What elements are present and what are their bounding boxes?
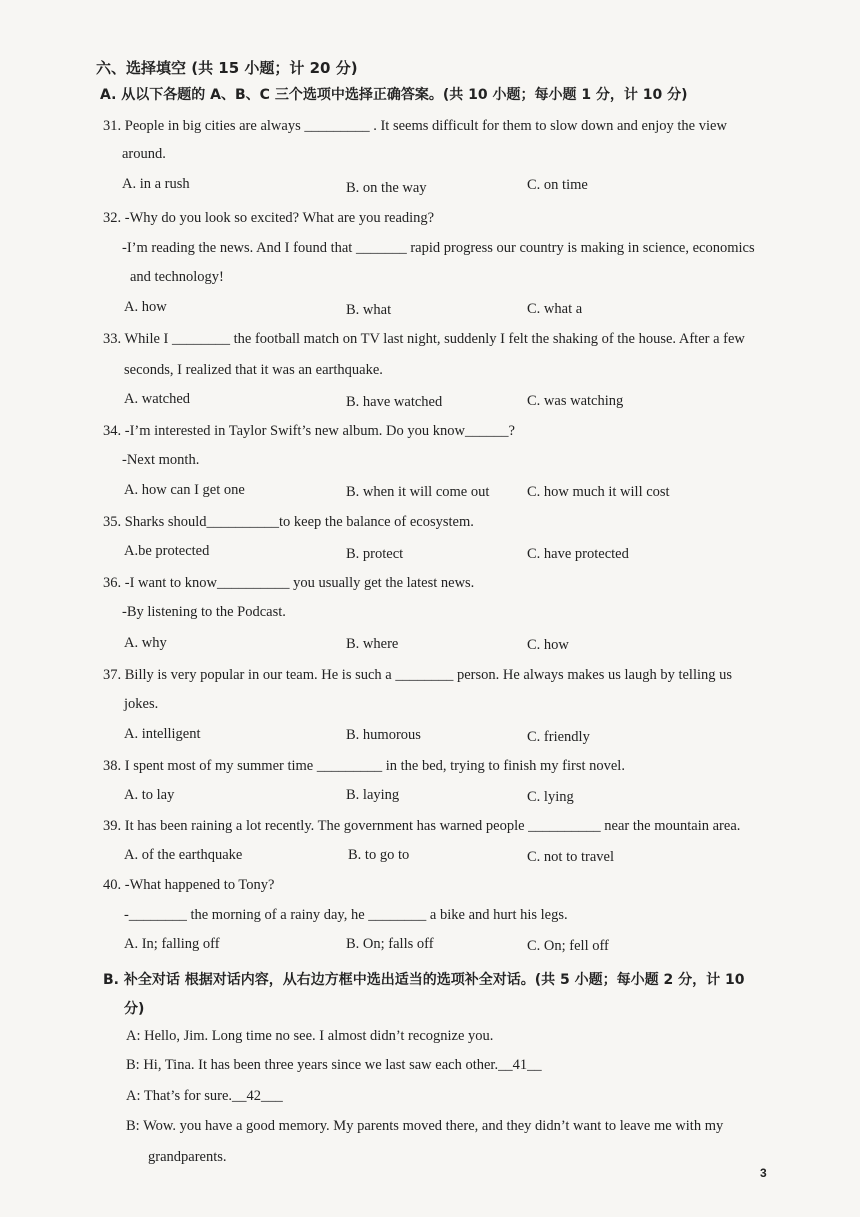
question-32-line-1: 32. -Why do you look so excited? What are you reading? <box>103 210 435 226</box>
question-35-option-a: A.be protected <box>124 543 210 559</box>
part-b-title-line-2: 分) <box>124 1001 145 1017</box>
page-number: 3 <box>760 1166 767 1180</box>
question-36-option-a: A. why <box>124 635 167 651</box>
question-35-option-c: C. have protected <box>527 546 629 562</box>
question-39-option-a: A. of the earthquake <box>124 847 243 863</box>
question-40-option-c: C. On; fell off <box>527 938 609 954</box>
part-a-title: A. 从以下各题的 A、B、C 三个选项中选择正确答案。(共 10 小题；每小题 1 分，计 10 分) <box>100 87 688 103</box>
question-32-option-a: A. how <box>124 299 167 315</box>
question-40-option-a: A. In; falling off <box>124 936 220 952</box>
question-33-option-c: C. was watching <box>527 393 624 409</box>
question-34-option-b: B. when it will come out <box>346 484 490 500</box>
question-31-line-2: around. <box>122 146 166 162</box>
question-31-option-a: A. in a rush <box>122 176 190 192</box>
question-37-option-a: A. intelligent <box>124 726 201 742</box>
question-32-option-c: C. what a <box>527 301 583 317</box>
question-36-option-b: B. where <box>346 636 399 652</box>
dialogue-line-3: A: That’s for sure.__42___ <box>126 1088 283 1104</box>
question-32-line-2: -I’m reading the news. And I found that _______ rapid progress our country is making in science, economics <box>122 240 755 256</box>
question-33-line-2: seconds, I realized that it was an earthquake. <box>124 362 383 378</box>
question-38-option-a: A. to lay <box>124 787 175 803</box>
dialogue-line-4: B: Wow. you have a good memory. My parents moved there, and they didn’t want to leave me with my <box>126 1118 724 1134</box>
question-39-line-1: 39. It has been raining a lot recently. The government has warned people __________ near the mountain area. <box>103 818 741 834</box>
question-34-option-a: A. how can I get one <box>124 482 245 498</box>
question-36-line-1: 36. -I want to know__________ you usually get the latest news. <box>103 575 475 591</box>
question-37-option-b: B. humorous <box>346 727 421 743</box>
question-31-option-b: B. on the way <box>346 180 427 196</box>
question-32-line-3: and technology! <box>130 269 224 285</box>
dialogue-line-2: B: Hi, Tina. It has been three years since we last saw each other.__41__ <box>126 1057 542 1073</box>
question-38-line-1: 38. I spent most of my summer time _________ in the bed, trying to finish my first novel. <box>103 758 625 774</box>
question-39-option-b: B. to go to <box>348 847 410 863</box>
question-40-line-2: -________ the morning of a rainy day, he ________ a bike and hurt his legs. <box>124 907 568 923</box>
question-37-line-1: 37. Billy is very popular in our team. He is such a ________ person. He always makes us laugh by telling us <box>103 667 733 683</box>
question-34-line-2: -Next month. <box>122 452 200 468</box>
question-33-option-b: B. have watched <box>346 394 443 410</box>
question-34-line-1: 34. -I’m interested in Taylor Swift’s new album. Do you know______? <box>103 423 515 439</box>
question-36-line-2: -By listening to the Podcast. <box>122 604 286 620</box>
question-39-option-c: C. not to travel <box>527 849 614 865</box>
part-b-title-line-1: B. 补全对话 根据对话内容，从右边方框中选出适当的选项补全对话。(共 5 小题；每小题 2 分，计 10 <box>103 972 745 988</box>
question-38-option-c: C. lying <box>527 789 574 805</box>
question-37-line-2: jokes. <box>124 696 159 712</box>
question-40-line-1: 40. -What happened to Tony? <box>103 877 275 893</box>
dialogue-line-1: A: Hello, Jim. Long time no see. I almost didn’t recognize you. <box>126 1028 494 1044</box>
question-40-option-b: B. On; falls off <box>346 936 434 952</box>
question-33-option-a: A. watched <box>124 391 191 407</box>
question-34-option-c: C. how much it will cost <box>527 484 670 500</box>
question-35-option-b: B. protect <box>346 546 404 562</box>
question-32-option-b: B. what <box>346 302 392 318</box>
question-33-line-1: 33. While I ________ the football match on TV last night, suddenly I felt the shaking of the house. After a few <box>103 331 745 347</box>
question-38-option-b: B. laying <box>346 787 400 803</box>
question-31-option-c: C. on time <box>527 177 588 193</box>
question-35-line-1: 35. Sharks should__________to keep the balance of ecosystem. <box>103 514 474 530</box>
question-31-line-1: 31. People in big cities are always _________ . It seems difficult for them to slow down and enjoy the view <box>103 118 727 134</box>
question-36-option-c: C. how <box>527 637 569 653</box>
section-title: 六、选择填空 (共 15 小题；计 20 分) <box>96 59 358 77</box>
dialogue-line-5: grandparents. <box>148 1149 227 1165</box>
question-37-option-c: C. friendly <box>527 729 590 745</box>
